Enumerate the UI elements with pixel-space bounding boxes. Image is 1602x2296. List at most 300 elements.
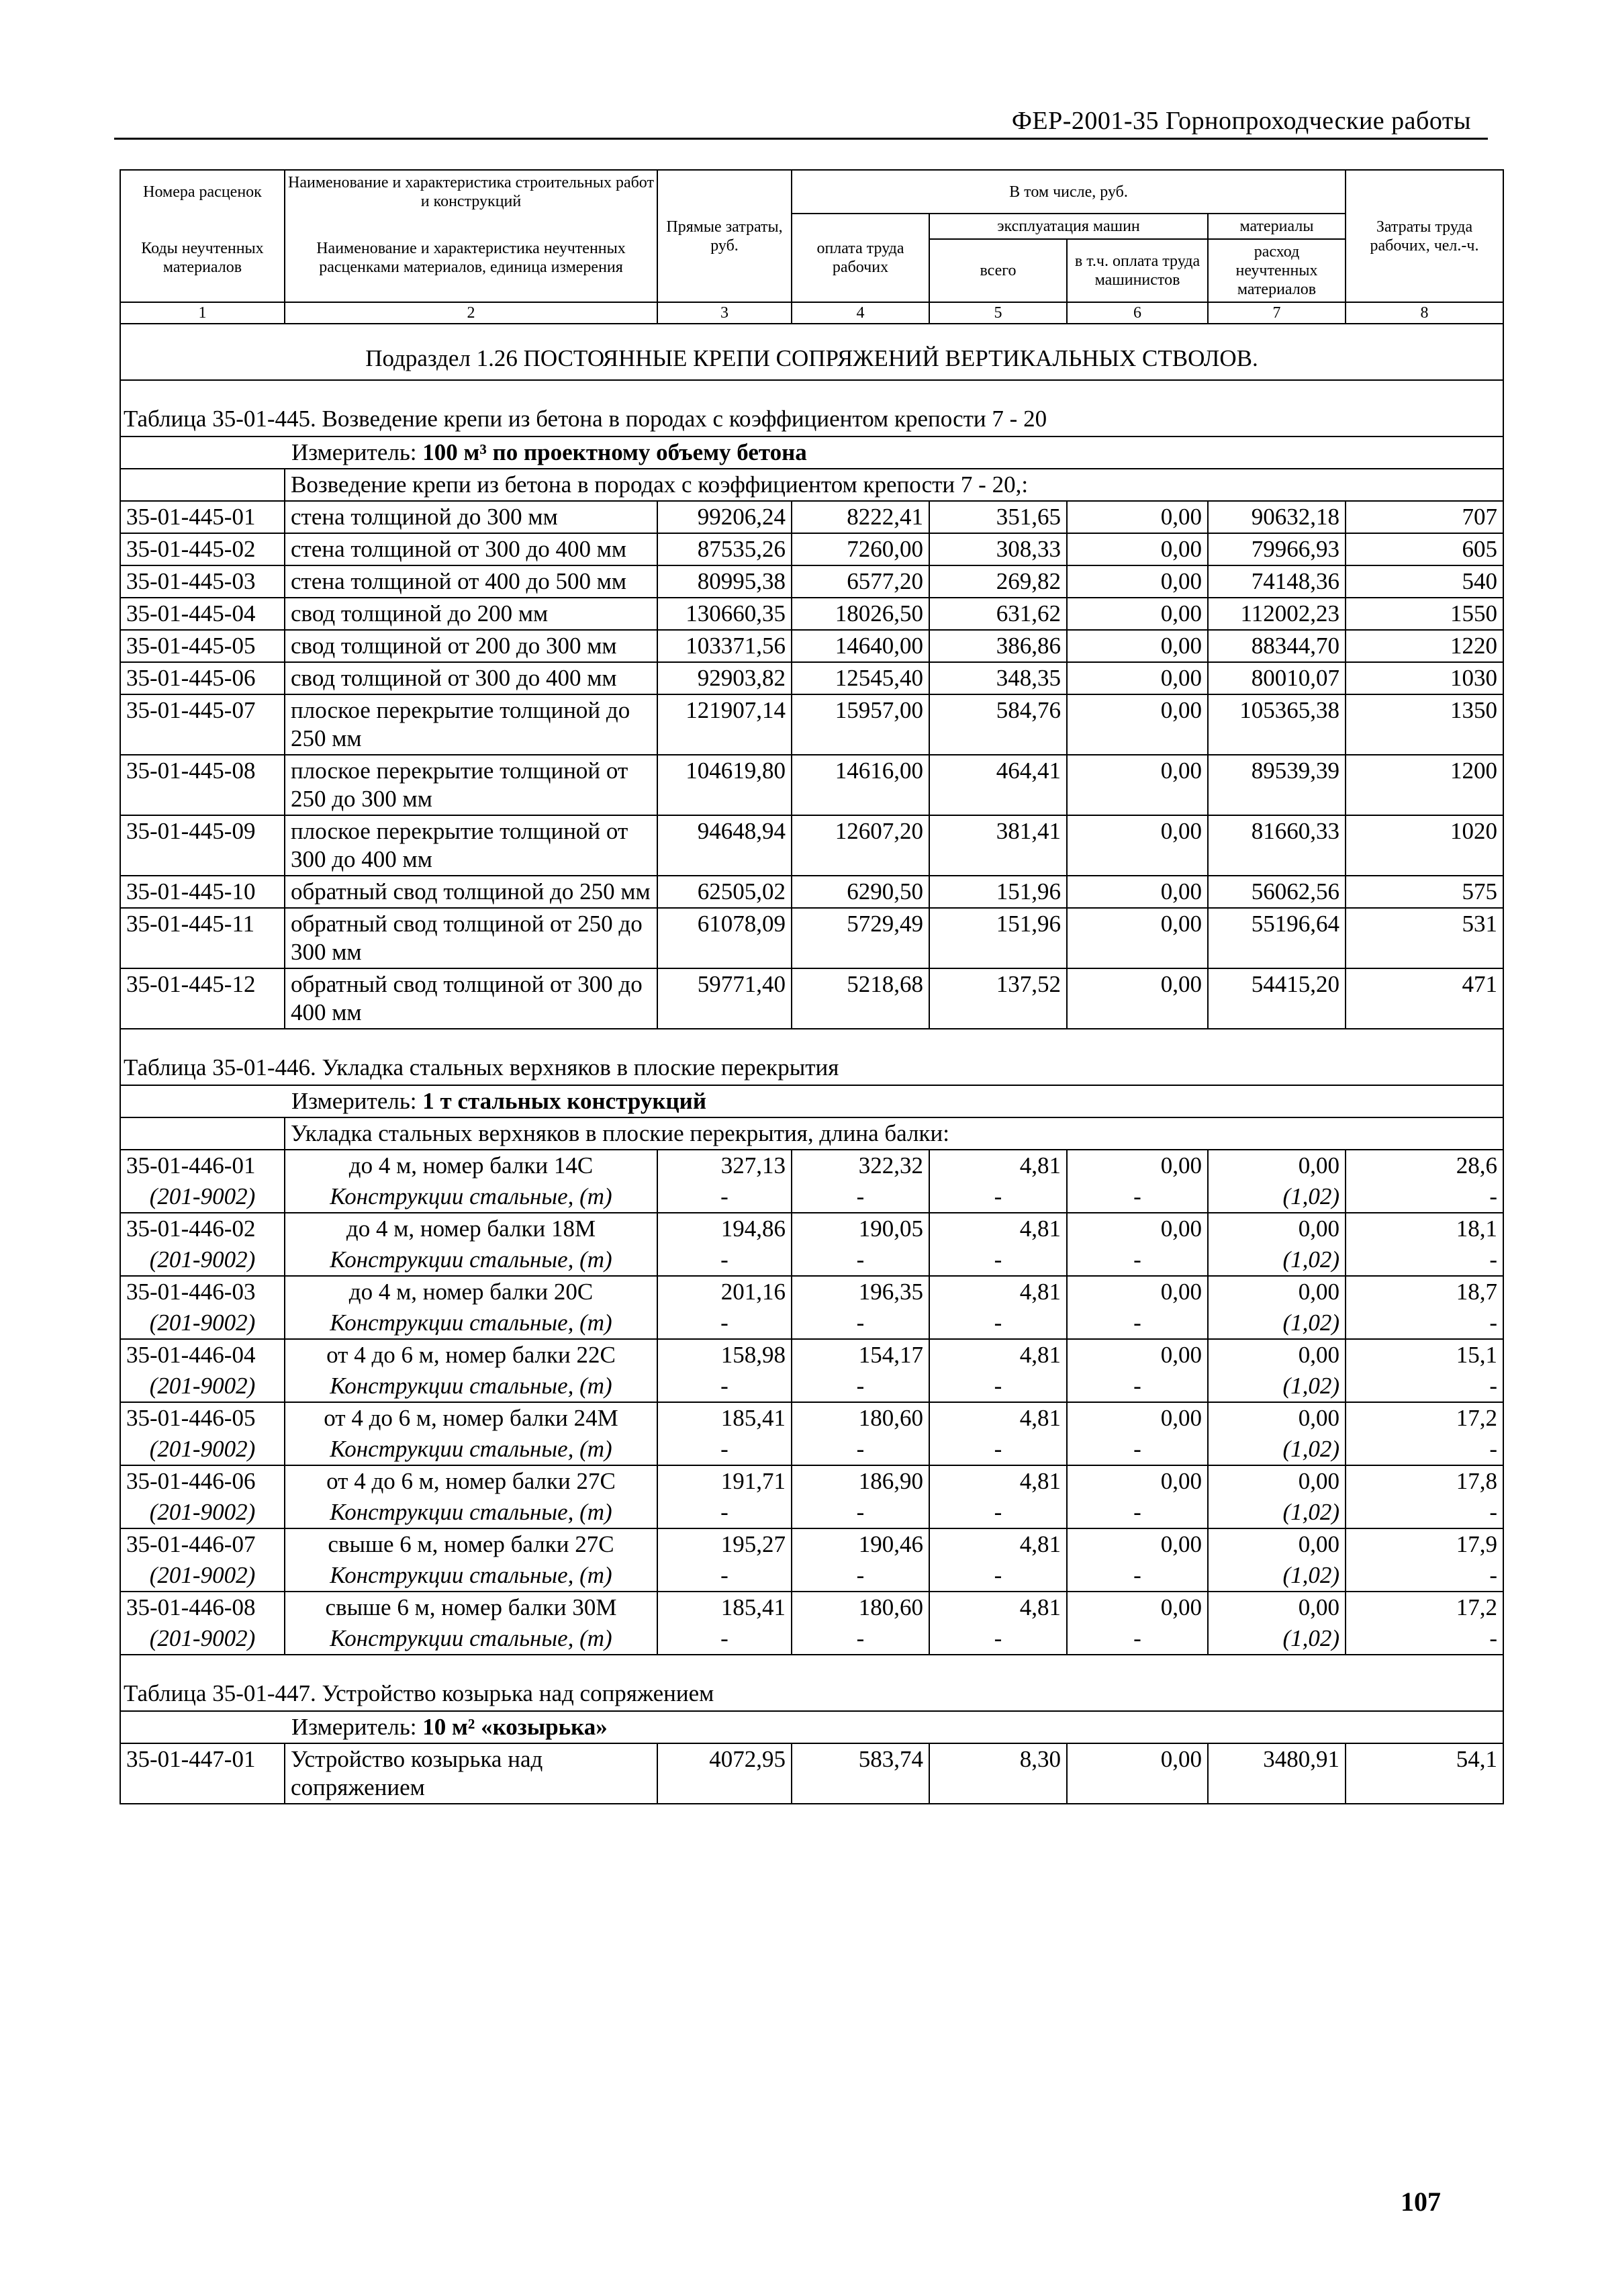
value-c5: 386,86 (929, 630, 1067, 662)
table-header (120, 170, 1503, 324)
material-name: Конструкции стальные, (т) (285, 1244, 657, 1276)
material-dash: - (1067, 1560, 1208, 1592)
rate-code: 35-01-445-02 (120, 533, 285, 565)
col-number: 2 (285, 302, 657, 324)
value-c8: 18,1 (1346, 1213, 1503, 1244)
material-code: (201-9002) (120, 1560, 285, 1592)
table-row (120, 1528, 1503, 1560)
material-dash: - (657, 1560, 792, 1592)
table-row (120, 755, 1503, 815)
material-code: (201-9002) (120, 1244, 285, 1276)
rate-code: 35-01-445-01 (120, 501, 285, 533)
work-name: свыше 6 м, номер балки 30М (285, 1592, 657, 1623)
material-name: Конструкции стальные, (т) (285, 1371, 657, 1402)
value-c8: 575 (1346, 876, 1503, 908)
value-c8: 471 (1346, 968, 1503, 1029)
material-dash: - (1346, 1497, 1503, 1528)
rate-code: 35-01-446-01 (120, 1150, 285, 1181)
material-qty: (1,02) (1208, 1371, 1346, 1402)
value-c4: 180,60 (792, 1402, 929, 1434)
material-name: Конструкции стальные, (т) (285, 1497, 657, 1528)
material-name: Конструкции стальные, (т) (285, 1181, 657, 1213)
value-c8: 15,1 (1346, 1339, 1503, 1371)
value-c5: 151,96 (929, 908, 1067, 968)
col-number: 1 (120, 302, 285, 324)
value-c3: 92903,82 (657, 662, 792, 694)
table-row (120, 501, 1503, 533)
material-name: Конструкции стальные, (т) (285, 1560, 657, 1592)
value-c4: 5729,49 (792, 908, 929, 968)
document-header-title: ФЕР-2001-35 Горнопроходческие работы (1011, 107, 1471, 135)
material-name: Конструкции стальные, (т) (285, 1623, 657, 1655)
table-row (120, 1743, 1503, 1804)
group-spacer (120, 469, 285, 501)
work-name: от 4 до 6 м, номер балки 22С (285, 1339, 657, 1371)
material-dash: - (657, 1244, 792, 1276)
value-c6: 0,00 (1067, 815, 1208, 876)
value-c6: 0,00 (1067, 501, 1208, 533)
value-c6: 0,00 (1067, 1276, 1208, 1307)
material-dash: - (792, 1244, 929, 1276)
material-dash: - (792, 1307, 929, 1339)
material-dash: - (929, 1371, 1067, 1402)
value-c4: 5218,68 (792, 968, 929, 1029)
material-row (120, 1181, 1503, 1213)
rate-code: 35-01-445-07 (120, 694, 285, 755)
meter-value: 100 м³ по проектному объему бетона (422, 439, 807, 465)
machines-header: эксплуатация машин (929, 214, 1208, 239)
material-dash: - (929, 1307, 1067, 1339)
value-c8: 28,6 (1346, 1150, 1503, 1181)
value-c6: 0,00 (1067, 630, 1208, 662)
material-dash: - (1346, 1371, 1503, 1402)
material-code: (201-9002) (120, 1307, 285, 1339)
value-c5: 4,81 (929, 1592, 1067, 1623)
value-c5: 151,96 (929, 876, 1067, 908)
table-row (120, 598, 1503, 630)
material-qty: (1,02) (1208, 1181, 1346, 1213)
value-c3: 121907,14 (657, 694, 792, 755)
value-c8: 17,2 (1346, 1402, 1503, 1434)
value-c4: 15957,00 (792, 694, 929, 755)
value-c6: 0,00 (1067, 565, 1208, 598)
value-c6: 0,00 (1067, 1402, 1208, 1434)
material-dash: - (929, 1623, 1067, 1655)
work-name: плоское перекрытие толщиной от 300 до 400 мм (285, 815, 657, 876)
section-title: Подраздел 1.26 ПОСТОЯННЫЕ КРЕПИ СОПРЯЖЕНИЙ ВЕРТИКАЛЬНЫХ СТВОЛОВ. (120, 324, 1503, 380)
value-c4: 12607,20 (792, 815, 929, 876)
value-c7: 112002,23 (1208, 598, 1346, 630)
work-name: свод толщиной от 300 до 400 мм (285, 662, 657, 694)
value-c6: 0,00 (1067, 1465, 1208, 1497)
work-name: свыше 6 м, номер балки 27С (285, 1528, 657, 1560)
value-c8: 1350 (1346, 694, 1503, 755)
value-c4: 18026,50 (792, 598, 929, 630)
col-7-header: расход неучтенных материалов (1208, 239, 1346, 302)
material-dash: - (1067, 1623, 1208, 1655)
material-code: (201-9002) (120, 1623, 285, 1655)
value-c3: 327,13 (657, 1150, 792, 1181)
value-c6: 0,00 (1067, 1528, 1208, 1560)
value-c5: 4,81 (929, 1276, 1067, 1307)
material-qty: (1,02) (1208, 1623, 1346, 1655)
value-c5: 8,30 (929, 1743, 1067, 1804)
value-c4: 154,17 (792, 1339, 929, 1371)
value-c8: 1550 (1346, 598, 1503, 630)
value-c7: 105365,38 (1208, 694, 1346, 755)
value-c3: 103371,56 (657, 630, 792, 662)
material-dash: - (792, 1497, 929, 1528)
value-c3: 185,41 (657, 1592, 792, 1623)
material-dash: - (657, 1434, 792, 1465)
value-c3: 4072,95 (657, 1743, 792, 1804)
material-row (120, 1560, 1503, 1592)
value-c3: 87535,26 (657, 533, 792, 565)
value-c8: 540 (1346, 565, 1503, 598)
value-c7: 54415,20 (1208, 968, 1346, 1029)
value-c3: 201,16 (657, 1276, 792, 1307)
value-c6: 0,00 (1067, 533, 1208, 565)
col-8-header: Затраты труда рабочих, чел.-ч. (1346, 170, 1503, 302)
material-dash: - (929, 1497, 1067, 1528)
material-row (120, 1371, 1503, 1402)
group-spacer (120, 1117, 285, 1150)
meter-label: Измеритель: (291, 1714, 423, 1740)
material-dash: - (657, 1371, 792, 1402)
value-c3: 59771,40 (657, 968, 792, 1029)
value-c5: 464,41 (929, 755, 1067, 815)
col-number: 7 (1208, 302, 1346, 324)
value-c5: 584,76 (929, 694, 1067, 755)
rate-code: 35-01-445-05 (120, 630, 285, 662)
material-row (120, 1307, 1503, 1339)
value-c3: 80995,38 (657, 565, 792, 598)
value-c8: 1220 (1346, 630, 1503, 662)
value-c4: 186,90 (792, 1465, 929, 1497)
value-c8: 605 (1346, 533, 1503, 565)
value-c3: 130660,35 (657, 598, 792, 630)
table-row (120, 533, 1503, 565)
value-c8: 707 (1346, 501, 1503, 533)
col-2-top: Наименование и характеристика строительных работ и конструкций (285, 170, 657, 214)
material-dash: - (1346, 1181, 1503, 1213)
col-number: 8 (1346, 302, 1503, 324)
work-name: стена толщиной до 300 мм (285, 501, 657, 533)
material-row (120, 1497, 1503, 1528)
value-c7: 89539,39 (1208, 755, 1346, 815)
value-c7: 0,00 (1208, 1276, 1346, 1307)
material-code: (201-9002) (120, 1371, 285, 1402)
value-c7: 90632,18 (1208, 501, 1346, 533)
rate-code: 35-01-446-08 (120, 1592, 285, 1623)
meter-label: Измеритель: (291, 1088, 423, 1114)
value-c5: 351,65 (929, 501, 1067, 533)
rate-code: 35-01-445-12 (120, 968, 285, 1029)
value-c5: 631,62 (929, 598, 1067, 630)
value-c4: 6577,20 (792, 565, 929, 598)
value-c3: 61078,09 (657, 908, 792, 968)
material-dash: - (792, 1623, 929, 1655)
table-row (120, 876, 1503, 908)
rate-code: 35-01-445-04 (120, 598, 285, 630)
material-dash: - (929, 1434, 1067, 1465)
value-c5: 137,52 (929, 968, 1067, 1029)
material-row (120, 1434, 1503, 1465)
material-dash: - (929, 1560, 1067, 1592)
table-row (120, 565, 1503, 598)
value-c7: 0,00 (1208, 1150, 1346, 1181)
work-name: до 4 м, номер балки 18М (285, 1213, 657, 1244)
rate-code: 35-01-445-03 (120, 565, 285, 598)
value-c7: 0,00 (1208, 1213, 1346, 1244)
material-name: Конструкции стальные, (т) (285, 1307, 657, 1339)
work-name: от 4 до 6 м, номер балки 27С (285, 1465, 657, 1497)
value-c3: 191,71 (657, 1465, 792, 1497)
col-6-header: в т.ч. оплата труда машинистов (1067, 239, 1208, 302)
value-c7: 56062,56 (1208, 876, 1346, 908)
table-row (120, 815, 1503, 876)
table-446-title: Таблица 35-01-446. Укладка стальных верхняков в плоские перекрытия (120, 1029, 1503, 1085)
value-c4: 190,05 (792, 1213, 929, 1244)
material-dash: - (1346, 1434, 1503, 1465)
value-c8: 531 (1346, 908, 1503, 968)
value-c3: 99206,24 (657, 501, 792, 533)
rate-code: 35-01-446-03 (120, 1276, 285, 1307)
work-name: свод толщиной до 200 мм (285, 598, 657, 630)
col-number: 6 (1067, 302, 1208, 324)
page-number: 107 (1401, 2187, 1441, 2217)
col-number: 5 (929, 302, 1067, 324)
price-table (120, 169, 1504, 1804)
value-c3: 194,86 (657, 1213, 792, 1244)
value-c7: 55196,64 (1208, 908, 1346, 968)
value-c5: 4,81 (929, 1150, 1067, 1181)
value-c4: 14640,00 (792, 630, 929, 662)
value-c3: 94648,94 (657, 815, 792, 876)
header-rule (114, 138, 1488, 140)
value-c7: 74148,36 (1208, 565, 1346, 598)
material-row (120, 1623, 1503, 1655)
value-c8: 17,9 (1346, 1528, 1503, 1560)
value-c4: 322,32 (792, 1150, 929, 1181)
value-c8: 54,1 (1346, 1743, 1503, 1804)
rate-code: 35-01-445-11 (120, 908, 285, 968)
material-qty: (1,02) (1208, 1244, 1346, 1276)
value-c5: 4,81 (929, 1402, 1067, 1434)
material-dash: - (792, 1560, 929, 1592)
value-c4: 190,46 (792, 1528, 929, 1560)
value-c6: 0,00 (1067, 694, 1208, 755)
table-446-body (120, 1029, 1503, 1655)
rate-code: 35-01-446-07 (120, 1528, 285, 1560)
value-c5: 308,33 (929, 533, 1067, 565)
material-dash: - (657, 1497, 792, 1528)
material-dash: - (1346, 1623, 1503, 1655)
material-dash: - (1067, 1307, 1208, 1339)
work-name: плоское перекрытие толщиной до 250 мм (285, 694, 657, 755)
material-qty: (1,02) (1208, 1307, 1346, 1339)
col-2-bottom: Наименование и характеристика неучтенных расценками материалов, единица измерения (285, 214, 657, 302)
table-445-group-title: Возведение крепи из бетона в породах с коэффициентом крепости 7 - 20,: (285, 469, 1503, 501)
work-name: обратный свод толщиной от 250 до 300 мм (285, 908, 657, 968)
rate-code: 35-01-445-09 (120, 815, 285, 876)
value-c6: 0,00 (1067, 598, 1208, 630)
material-dash: - (792, 1371, 929, 1402)
value-c4: 196,35 (792, 1276, 929, 1307)
col-1-top: Номера расценок (120, 170, 285, 214)
table-446-group-title: Укладка стальных верхняков в плоские перекрытия, длина балки: (285, 1117, 1503, 1150)
work-name: обратный свод толщиной от 300 до 400 мм (285, 968, 657, 1029)
material-qty: (1,02) (1208, 1497, 1346, 1528)
work-name: стена толщиной от 400 до 500 мм (285, 565, 657, 598)
value-c3: 104619,80 (657, 755, 792, 815)
value-c7: 81660,33 (1208, 815, 1346, 876)
value-c5: 4,81 (929, 1465, 1067, 1497)
value-c5: 4,81 (929, 1213, 1067, 1244)
col-1-bottom: Коды неучтенных материалов (120, 214, 285, 302)
rate-code: 35-01-446-06 (120, 1465, 285, 1497)
material-dash: - (1067, 1181, 1208, 1213)
value-c6: 0,00 (1067, 1213, 1208, 1244)
work-name: от 4 до 6 м, номер балки 24М (285, 1402, 657, 1434)
value-c8: 1020 (1346, 815, 1503, 876)
table-row (120, 694, 1503, 755)
value-c8: 18,7 (1346, 1276, 1503, 1307)
table-445-meter (120, 437, 1503, 469)
col-number: 3 (657, 302, 792, 324)
value-c4: 8222,41 (792, 501, 929, 533)
table-row (120, 1276, 1503, 1307)
work-name: плоское перекрытие толщиной от 250 до 300 мм (285, 755, 657, 815)
table-row (120, 1465, 1503, 1497)
value-c6: 0,00 (1067, 1743, 1208, 1804)
value-c5: 381,41 (929, 815, 1067, 876)
material-dash: - (1346, 1244, 1503, 1276)
rate-code: 35-01-446-05 (120, 1402, 285, 1434)
value-c5: 269,82 (929, 565, 1067, 598)
material-dash: - (929, 1181, 1067, 1213)
table-445-title: Таблица 35-01-445. Возведение крепи из бетона в породах с коэффициентом крепости 7 - 20 (120, 380, 1503, 437)
material-dash: - (1067, 1371, 1208, 1402)
material-dash: - (792, 1434, 929, 1465)
value-c6: 0,00 (1067, 876, 1208, 908)
value-c7: 80010,07 (1208, 662, 1346, 694)
value-c7: 0,00 (1208, 1339, 1346, 1371)
value-c6: 0,00 (1067, 968, 1208, 1029)
col-number: 4 (792, 302, 929, 324)
value-c4: 7260,00 (792, 533, 929, 565)
material-dash: - (792, 1181, 929, 1213)
value-c7: 79966,93 (1208, 533, 1346, 565)
meter-value: 1 т стальных конструкций (422, 1088, 706, 1114)
table-row (120, 662, 1503, 694)
value-c3: 185,41 (657, 1402, 792, 1434)
value-c7: 0,00 (1208, 1528, 1346, 1560)
material-dash: - (657, 1181, 792, 1213)
meter-value: 10 м² «козырька» (422, 1714, 608, 1740)
material-dash: - (657, 1623, 792, 1655)
material-dash: - (1067, 1434, 1208, 1465)
value-c8: 1200 (1346, 755, 1503, 815)
value-c7: 88344,70 (1208, 630, 1346, 662)
table-447-meter (120, 1711, 1503, 1743)
work-name: свод толщиной от 200 до 300 мм (285, 630, 657, 662)
material-dash: - (1346, 1560, 1503, 1592)
value-c5: 4,81 (929, 1528, 1067, 1560)
value-c6: 0,00 (1067, 1150, 1208, 1181)
material-code: (201-9002) (120, 1497, 285, 1528)
rate-code: 35-01-445-08 (120, 755, 285, 815)
material-name: Конструкции стальные, (т) (285, 1434, 657, 1465)
table-row (120, 908, 1503, 968)
value-c4: 180,60 (792, 1592, 929, 1623)
work-name: Устройство козырька над сопряжением (285, 1743, 657, 1804)
value-c3: 62505,02 (657, 876, 792, 908)
material-dash: - (929, 1244, 1067, 1276)
work-name: обратный свод толщиной до 250 мм (285, 876, 657, 908)
material-row (120, 1244, 1503, 1276)
value-c6: 0,00 (1067, 755, 1208, 815)
value-c8: 17,2 (1346, 1592, 1503, 1623)
value-c4: 14616,00 (792, 755, 929, 815)
value-c4: 583,74 (792, 1743, 929, 1804)
value-c6: 0,00 (1067, 1339, 1208, 1371)
material-code: (201-9002) (120, 1434, 285, 1465)
material-dash: - (1346, 1307, 1503, 1339)
included-header: В том числе, руб. (792, 170, 1346, 214)
work-name: стена толщиной от 300 до 400 мм (285, 533, 657, 565)
material-dash: - (657, 1307, 792, 1339)
value-c4: 6290,50 (792, 876, 929, 908)
value-c7: 0,00 (1208, 1592, 1346, 1623)
col-3-header: Прямые затраты, руб. (657, 170, 792, 302)
value-c3: 158,98 (657, 1339, 792, 1371)
table-row (120, 630, 1503, 662)
table-447-title: Таблица 35-01-447. Устройство козырька над сопряжением (120, 1655, 1503, 1711)
rate-code: 35-01-446-04 (120, 1339, 285, 1371)
col-5-header: всего (929, 239, 1067, 302)
table-row (120, 1339, 1503, 1371)
table-447-body (120, 1655, 1503, 1804)
value-c7: 3480,91 (1208, 1743, 1346, 1804)
value-c3: 195,27 (657, 1528, 792, 1560)
col-4-header: оплата труда рабочих (792, 214, 929, 302)
table-445-body (120, 324, 1503, 1029)
value-c7: 0,00 (1208, 1402, 1346, 1434)
value-c5: 348,35 (929, 662, 1067, 694)
value-c6: 0,00 (1067, 662, 1208, 694)
value-c8: 17,8 (1346, 1465, 1503, 1497)
table-446-meter (120, 1085, 1503, 1117)
material-dash: - (1067, 1244, 1208, 1276)
material-code: (201-9002) (120, 1181, 285, 1213)
rate-code: 35-01-445-10 (120, 876, 285, 908)
table-row (120, 1213, 1503, 1244)
material-dash: - (1067, 1497, 1208, 1528)
work-name: до 4 м, номер балки 20С (285, 1276, 657, 1307)
rate-code: 35-01-446-02 (120, 1213, 285, 1244)
value-c8: 1030 (1346, 662, 1503, 694)
rate-code: 35-01-445-06 (120, 662, 285, 694)
material-qty: (1,02) (1208, 1434, 1346, 1465)
work-name: до 4 м, номер балки 14С (285, 1150, 657, 1181)
table-row (120, 968, 1503, 1029)
value-c6: 0,00 (1067, 908, 1208, 968)
table-row (120, 1150, 1503, 1181)
material-qty: (1,02) (1208, 1560, 1346, 1592)
materials-header: материалы (1208, 214, 1346, 239)
table-row (120, 1402, 1503, 1434)
